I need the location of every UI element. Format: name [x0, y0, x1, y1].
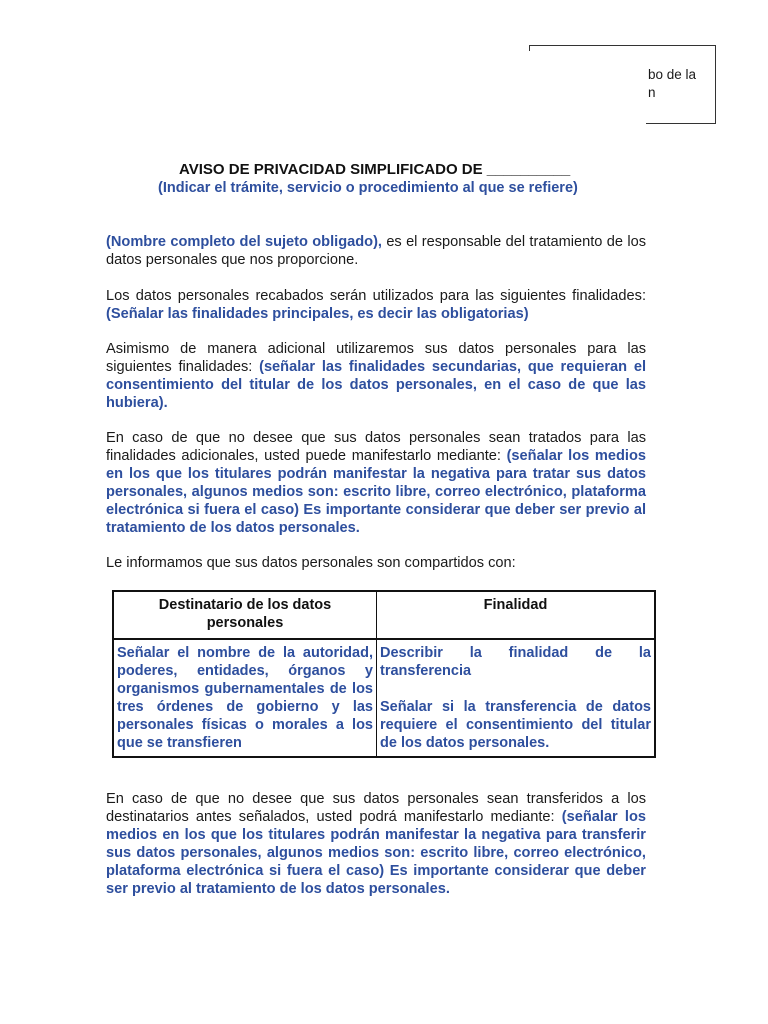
transfer-refusal-placeholder: (señalar los medios en los que los titulares podrán manifestar la negativa para transferir sus datos personales, algunos medios son: escrito libre, correo electrónico, plataforma electrónica si fuera el caso) Es importante considerar que deber ser previo al tratamiento de los datos personales. — [106, 809, 646, 897]
cell-purpose: Describir la finalidad de la transferencia Señalar si la transferencia de datos requiere el consentimiento del titular de los datos personales. — [377, 639, 656, 757]
paragraph-main-purposes: Los datos personales recabados serán utilizados para las siguientes finalidades: (Señalar las finalidades principales, es decir las obligatorias) — [106, 288, 646, 322]
main-purposes-placeholder: (Señalar las finalidades principales, es decir las obligatorias) — [106, 306, 529, 322]
refusal-means-placeholder: (señalar los medios en los que los titulares podrán manifestar la negativa para tratar sus datos personales, algunos medios son: escrito libre, correo electrónico, plataforma electrónica si fuera el caso) Es importante considerar que deber ser previo al tratamiento de los datos personales. — [106, 448, 646, 536]
paragraph-secondary-purposes: Asimismo de manera adicional utilizaremos sus datos personales para las siguientes finalidades: (señalar las finalidades secundarias, que requieran el consentimiento del titular de los datos personales, en el caso de que las hubiera). — [106, 341, 646, 411]
paragraph-responsible: (Nombre completo del sujeto obligado), es el responsable del tratamiento de los datos personales que nos proporcione. — [106, 234, 646, 268]
document-title: AVISO DE PRIVACIDAD SIMPLIFICADO DE __________ — [179, 161, 571, 178]
obligated-subject-placeholder: (Nombre completo del sujeto obligado), — [106, 234, 382, 250]
header-recipient: Destinatario de los datos personales — [113, 591, 377, 639]
header-purpose: Finalidad — [377, 591, 656, 639]
logo-box-text: bo de la n — [648, 67, 697, 100]
secondary-purposes-placeholder: (señalar las finalidades secundarias, que requieran el consentimiento del titular de los datos personales, en el caso de que las hubiera). — [106, 359, 646, 411]
header-logo-box — [529, 45, 716, 124]
cell-recipient: Señalar el nombre de la autoridad, poderes, entidades, órganos y organismos gubernamentales de los tres órdenes de gobierno y las personales físicas o morales a los que se transfieren — [113, 639, 377, 757]
document-subtitle: (Indicar el trámite, servicio o procedimiento al que se refiere) — [158, 180, 578, 196]
table-row — [113, 639, 655, 757]
paragraph-treatment-refusal: En caso de que no desee que sus datos personales sean tratados para las finalidades adicionales, usted puede manifestarlo mediante: (señalar los medios en los que los titulares podrán manifestar la negativa para tratar sus datos personales, algunos medios son: escrito libre, correo electrónico, plataforma electrónica si fuera el caso) Es importante considerar que deber ser previo al tratamiento de los datos personales. — [106, 430, 646, 536]
paragraph-shared-intro: Le informamos que sus datos personales son compartidos con: — [106, 555, 516, 571]
recipients-table — [112, 590, 656, 758]
paragraph-transfer-refusal: En caso de que no desee que sus datos personales sean transferidos a los destinatarios antes señalados, usted podrá manifestarlo mediante: (señalar los medios en los que los titulares podrán manifestar la negativa para transferir sus datos personales, algunos medios son: escrito libre, correo electrónico, plataforma electrónica si fuera el caso) Es importante considerar que deber ser previo al tratamiento de los datos personales. — [106, 791, 646, 897]
table-header-row — [113, 591, 655, 639]
